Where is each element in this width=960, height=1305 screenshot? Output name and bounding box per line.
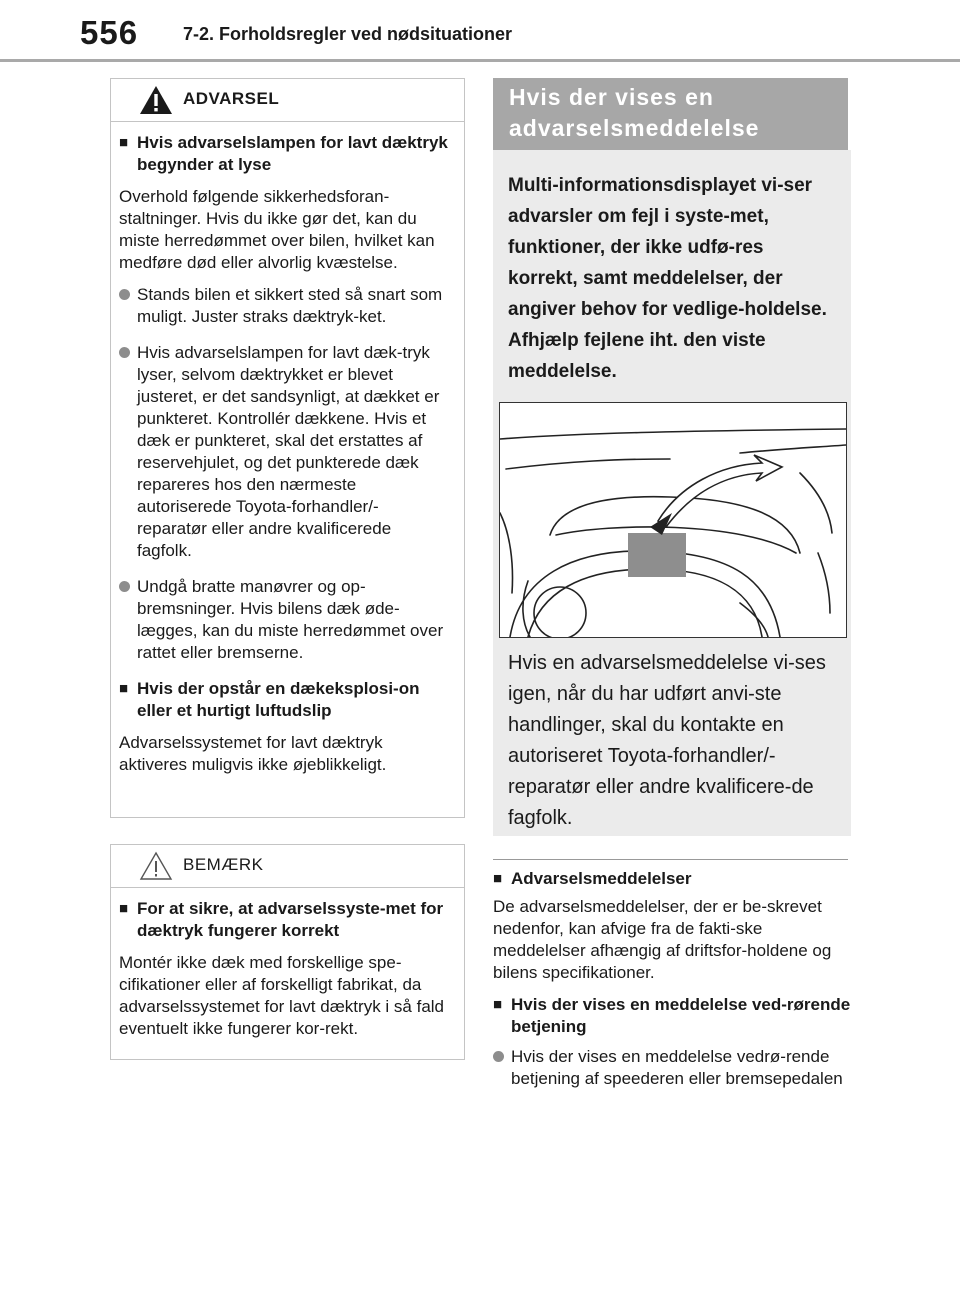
note-box [110, 844, 465, 1060]
list-item: Stands bilen et sikkert sted så snart som muligt. Juster straks dæktryk-ket. [119, 284, 448, 328]
round-bullet-icon [493, 1051, 504, 1062]
warning-section2-text: Advarselssystemet for lavt dæktryk aktiveres muligvis ikke øjeblikkeligt. [119, 733, 387, 774]
messages-section [493, 864, 853, 1090]
round-bullet-icon [119, 581, 130, 592]
page-header [0, 0, 960, 62]
round-bullet-icon [119, 347, 130, 358]
chapter-title: 7-2. Forholdsregler ved nødsituationer [183, 24, 513, 44]
section-divider [493, 859, 848, 860]
dashboard-drawing [500, 403, 846, 637]
info-panel [493, 150, 851, 836]
list-item: Hvis der vises en meddelelse vedrø-rende betjening af speederen eller bremsepedalen [493, 1046, 853, 1090]
note-box-header [111, 845, 464, 888]
square-bullet-icon: ■ [493, 996, 503, 1013]
warning-section1-text: Overhold følgende sikkerhedsforan-staltninger. Hvis du ikke gør det, kan du miste herredømmet over bilen, hvilket kan medføre død eller alvorlig kvæstelse. [119, 187, 435, 272]
note-text: Montér ikke dæk med forskellige spe-cifikationer eller af forskelligt fabrikat, da advarselssystemet for lavt dæktryk i så fald eventuelt ikke fungerer kor-rekt. [119, 953, 445, 1038]
square-bullet-icon: ■ [119, 900, 129, 917]
section-title: Hvis der vises en advarselsmeddelelse [493, 78, 848, 150]
warning-section1-heading: ■ Hvis advarselslampen for lavt dæktryk begynder at lyse [119, 133, 448, 174]
round-bullet-icon [119, 289, 130, 300]
messages-text: De advarselsmeddelelser, der er be-skrevet nedenfor, kan afvige fra de fakti-ske meddelelser afhængig af driftsfor-holdene og bilens specifikationer. [493, 897, 832, 982]
square-bullet-icon: ■ [493, 870, 503, 887]
note-box-title: BEMÆRK [183, 855, 264, 874]
warning-box [110, 78, 465, 818]
square-bullet-icon: ■ [119, 134, 129, 151]
warning-triangle-icon [139, 85, 173, 115]
list-item: Undgå bratte manøvrer og op-bremsninger. Hvis bilens dæk øde-lægges, kan du miste herredømmet over rattet eller bremserne. [119, 576, 448, 664]
warning-box-title: ADVARSEL [183, 89, 280, 108]
warning-section2-heading: ■ Hvis der opstår en dækeksplosi-on eller et hurtigt luftudslip [119, 679, 420, 720]
list-item: Hvis advarselslampen for lavt dæk-tryk lyser, selvom dæktrykket er blevet justeret, er det sandsynligt, at dækket er punkteret. Kontrollér dækkene. Hvis et dæk er punkteret, skal det erstattes af reservehjulet, og det punkterede dæk repareres hos den nærmeste autoriserede Toyota-forhandler/-reparatør eller andre kvalificerede fagfolk. [119, 342, 448, 562]
header-divider [0, 59, 960, 62]
dashboard-display-illustration [499, 402, 847, 638]
info-intro: Multi-informationsdisplayet vi-ser advarsler om fejl i syste-met, funktioner, der ikke udfø-res korrekt, samt meddelelser, der angiver behov for vedlige-holdelse. Afhjælp fejlene iht. den viste meddelelse. [508, 175, 827, 382]
messages-heading: ■ Advarselsmeddelelser [493, 869, 692, 888]
note-heading: ■ For at sikre, at advarselssyste-met for dæktryk fungerer korrekt [119, 899, 444, 940]
operation-heading: ■ Hvis der vises en meddelelse ved-rørende betjening [493, 995, 851, 1036]
page-number: 556 [80, 14, 139, 51]
square-bullet-icon: ■ [119, 680, 129, 697]
info-outro: Hvis en advarselsmeddelelse vi-ses igen, når du har udført anvi-ste handlinger, skal du kontakte en autoriseret Toyota-forhandler/-reparatør eller andre kvalificere-de fagfolk. [508, 652, 826, 829]
warning-box-header [111, 79, 464, 122]
caution-triangle-outline-icon [139, 851, 173, 881]
